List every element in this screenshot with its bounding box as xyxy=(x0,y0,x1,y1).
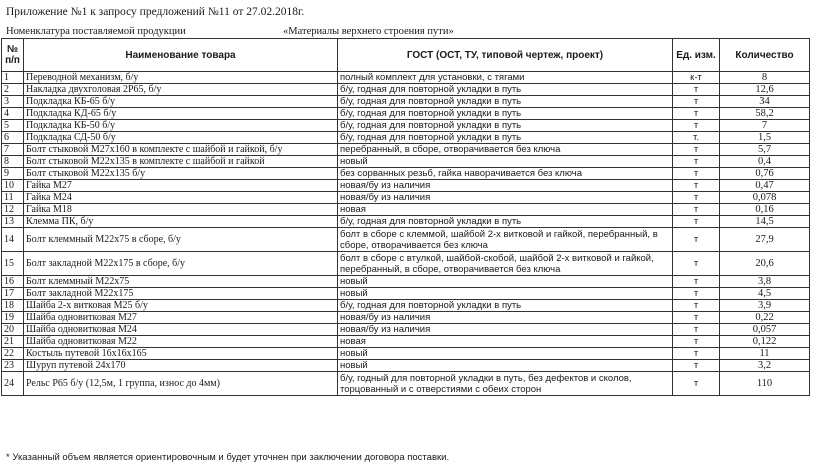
cell-unit: т xyxy=(673,84,720,96)
cell-gost: б/у, годная для повторной укладки в путь xyxy=(338,216,673,228)
cell-name: Шайба одновитковая М22 xyxy=(24,336,338,348)
cell-qty: 8 xyxy=(720,72,810,84)
table-row xyxy=(2,72,810,84)
cell-qty: 0,47 xyxy=(720,180,810,192)
cell-gost: новый xyxy=(338,276,673,288)
table-row xyxy=(2,132,810,144)
cell-qty: 0,76 xyxy=(720,168,810,180)
table-row xyxy=(2,216,810,228)
cell-qty: 14,5 xyxy=(720,216,810,228)
products-table xyxy=(1,38,810,396)
table-row xyxy=(2,336,810,348)
cell-gost: новая/бу из наличия xyxy=(338,192,673,204)
cell-name: Гайка М24 xyxy=(24,192,338,204)
cell-name: Шайба одновитковая М24 xyxy=(24,324,338,336)
cell-qty: 34 xyxy=(720,96,810,108)
cell-qty: 20,6 xyxy=(720,252,810,276)
cell-gost: б/у, годный для повторной укладки в путь, без дефектов и сколов, торцованный и с отверстиями с обеих сторон xyxy=(338,372,673,396)
cell-num: 14 xyxy=(2,228,24,252)
cell-num: 11 xyxy=(2,192,24,204)
cell-qty: 3,9 xyxy=(720,300,810,312)
cell-name: Подкладка КБ-65 б/у xyxy=(24,96,338,108)
cell-unit: т xyxy=(673,156,720,168)
cell-qty: 0,16 xyxy=(720,204,810,216)
table-row xyxy=(2,360,810,372)
cell-num: 24 xyxy=(2,372,24,396)
cell-qty: 27,9 xyxy=(720,228,810,252)
table-row xyxy=(2,108,810,120)
cell-qty: 5,7 xyxy=(720,144,810,156)
cell-name: Подкладка СД-50 б/у xyxy=(24,132,338,144)
cell-name: Болт стыковой М27х160 в комплекте с шайбой и гайкой, б/у xyxy=(24,144,338,156)
cell-gost: новая/бу из наличия xyxy=(338,312,673,324)
cell-name: Накладка двухголовая 2Р65, б/у xyxy=(24,84,338,96)
table-row xyxy=(2,180,810,192)
table-row xyxy=(2,156,810,168)
cell-num: 23 xyxy=(2,360,24,372)
table-row xyxy=(2,228,810,252)
cell-num: 1 xyxy=(2,72,24,84)
cell-gost: новый xyxy=(338,156,673,168)
table-body xyxy=(2,72,810,396)
cell-unit: т xyxy=(673,300,720,312)
cell-name: Переводной механизм, б/у xyxy=(24,72,338,84)
cell-unit: т xyxy=(673,228,720,252)
cell-name: Гайка М27 xyxy=(24,180,338,192)
cell-qty: 3,2 xyxy=(720,360,810,372)
cell-num: 2 xyxy=(2,84,24,96)
cell-unit: т xyxy=(673,276,720,288)
cell-unit: т xyxy=(673,312,720,324)
table-row xyxy=(2,372,810,396)
cell-gost: полный комплект для установки, с тягами xyxy=(338,72,673,84)
table-row xyxy=(2,192,810,204)
table-row xyxy=(2,120,810,132)
cell-num: 10 xyxy=(2,180,24,192)
cell-num: 5 xyxy=(2,120,24,132)
table-row xyxy=(2,204,810,216)
cell-name: Шуруп путевой 24х170 xyxy=(24,360,338,372)
cell-unit: т xyxy=(673,204,720,216)
cell-gost: новая xyxy=(338,204,673,216)
cell-unit: к-т xyxy=(673,72,720,84)
cell-unit: т xyxy=(673,288,720,300)
cell-gost: новый xyxy=(338,348,673,360)
cell-num: 18 xyxy=(2,300,24,312)
cell-qty: 0,078 xyxy=(720,192,810,204)
table-row xyxy=(2,168,810,180)
header-qty: Количество xyxy=(720,39,810,72)
table-row xyxy=(2,144,810,156)
cell-num: 8 xyxy=(2,156,24,168)
nomenclature-line xyxy=(6,26,806,37)
cell-qty: 0,4 xyxy=(720,156,810,168)
table-row xyxy=(2,288,810,300)
cell-name: Костыль путевой 16х16х165 xyxy=(24,348,338,360)
cell-num: 12 xyxy=(2,204,24,216)
footnote: * Указанный объем является ориентировочным и будет уточнен при заключении договора поставки. xyxy=(6,452,450,463)
cell-gost: новая/бу из наличия xyxy=(338,180,673,192)
nomenclature-value: «Материалы верхнего строения пути» xyxy=(283,26,454,37)
cell-gost: б/у, годная для повторной укладки в путь xyxy=(338,300,673,312)
cell-gost: б/у, годная для повторной укладки в путь xyxy=(338,96,673,108)
cell-gost: б/у, годная для повторной укладки в путь xyxy=(338,84,673,96)
cell-unit: т xyxy=(673,360,720,372)
cell-unit: т. xyxy=(673,132,720,144)
cell-gost: болт в сборе с клеммой, шайбой 2-х витковой и гайкой, перебранный, в сборе, отворачивается без ключа xyxy=(338,228,673,252)
cell-unit: т xyxy=(673,372,720,396)
cell-gost: новый xyxy=(338,360,673,372)
cell-gost: б/у, годная для повторной укладки в путь xyxy=(338,132,673,144)
cell-name: Подкладка КД-65 б/у xyxy=(24,108,338,120)
cell-gost: б/у, годная для повторной укладки в путь xyxy=(338,108,673,120)
nomenclature-label: Номенклатура поставляемой продукции xyxy=(6,26,186,37)
cell-unit: т xyxy=(673,336,720,348)
cell-name: Болт закладной М22х175 в сборе, б/у xyxy=(24,252,338,276)
cell-qty: 3,8 xyxy=(720,276,810,288)
cell-num: 15 xyxy=(2,252,24,276)
cell-name: Болт клеммный М22х75 xyxy=(24,276,338,288)
table-header-row xyxy=(2,39,810,72)
cell-num: 4 xyxy=(2,108,24,120)
cell-qty: 4,5 xyxy=(720,288,810,300)
cell-num: 22 xyxy=(2,348,24,360)
cell-qty: 12,6 xyxy=(720,84,810,96)
table-row xyxy=(2,276,810,288)
cell-unit: т xyxy=(673,192,720,204)
cell-qty: 11 xyxy=(720,348,810,360)
header-num: № п/п xyxy=(2,39,24,72)
cell-name: Болт закладной М22х175 xyxy=(24,288,338,300)
cell-gost: перебранный, в сборе, отворачивается без ключа xyxy=(338,144,673,156)
table-row xyxy=(2,252,810,276)
cell-unit: т xyxy=(673,216,720,228)
header-unit: Ед. изм. xyxy=(673,39,720,72)
cell-unit: т xyxy=(673,252,720,276)
cell-unit: т xyxy=(673,120,720,132)
cell-num: 19 xyxy=(2,312,24,324)
cell-gost: без сорванных резьб, гайка наворачивается без ключа xyxy=(338,168,673,180)
cell-num: 20 xyxy=(2,324,24,336)
cell-name: Болт стыковой М22х135 б/у xyxy=(24,168,338,180)
cell-gost: б/у, годная для повторной укладки в путь xyxy=(338,120,673,132)
table-row xyxy=(2,300,810,312)
cell-qty: 0,22 xyxy=(720,312,810,324)
cell-qty: 0,122 xyxy=(720,336,810,348)
cell-unit: т xyxy=(673,168,720,180)
cell-gost: болт в сборе с втулкой, шайбой-скобой, шайбой 2-х витковой и гайкой, перебранный, в сборе, отворачивается без ключа xyxy=(338,252,673,276)
cell-gost: новый xyxy=(338,288,673,300)
cell-num: 21 xyxy=(2,336,24,348)
document-title: Приложение №1 к запросу предложений №11 от 27.02.2018г. xyxy=(6,6,305,18)
cell-qty: 7 xyxy=(720,120,810,132)
cell-name: Рельс Р65 б/у (12,5м, 1 группа, износ до 4мм) xyxy=(24,372,338,396)
table-row xyxy=(2,84,810,96)
cell-name: Клемма ПК, б/у xyxy=(24,216,338,228)
cell-num: 16 xyxy=(2,276,24,288)
cell-unit: т xyxy=(673,348,720,360)
cell-gost: новая/бу из наличия xyxy=(338,324,673,336)
cell-unit: т xyxy=(673,96,720,108)
cell-num: 17 xyxy=(2,288,24,300)
cell-gost: новая xyxy=(338,336,673,348)
cell-name: Шайба 2-х витковая М25 б/у xyxy=(24,300,338,312)
cell-name: Шайба одновитковая М27 xyxy=(24,312,338,324)
cell-num: 7 xyxy=(2,144,24,156)
table-row xyxy=(2,324,810,336)
cell-name: Болт клеммный М22х75 в сборе, б/у xyxy=(24,228,338,252)
header-gost: ГОСТ (ОСТ, ТУ, типовой чертеж, проект) xyxy=(338,39,673,72)
header-name: Наименование товара xyxy=(24,39,338,72)
cell-num: 9 xyxy=(2,168,24,180)
cell-unit: т xyxy=(673,324,720,336)
cell-name: Гайка М18 xyxy=(24,204,338,216)
cell-num: 13 xyxy=(2,216,24,228)
cell-num: 3 xyxy=(2,96,24,108)
cell-qty: 58,2 xyxy=(720,108,810,120)
cell-unit: т xyxy=(673,144,720,156)
cell-qty: 0,057 xyxy=(720,324,810,336)
cell-qty: 1,5 xyxy=(720,132,810,144)
cell-name: Подкладка КБ-50 б/у xyxy=(24,120,338,132)
cell-num: 6 xyxy=(2,132,24,144)
table-row xyxy=(2,312,810,324)
cell-unit: т xyxy=(673,180,720,192)
cell-unit: т xyxy=(673,108,720,120)
cell-name: Болт стыковой М22х135 в комплекте с шайбой и гайкой xyxy=(24,156,338,168)
table-row xyxy=(2,348,810,360)
cell-qty: 110 xyxy=(720,372,810,396)
table-row xyxy=(2,96,810,108)
